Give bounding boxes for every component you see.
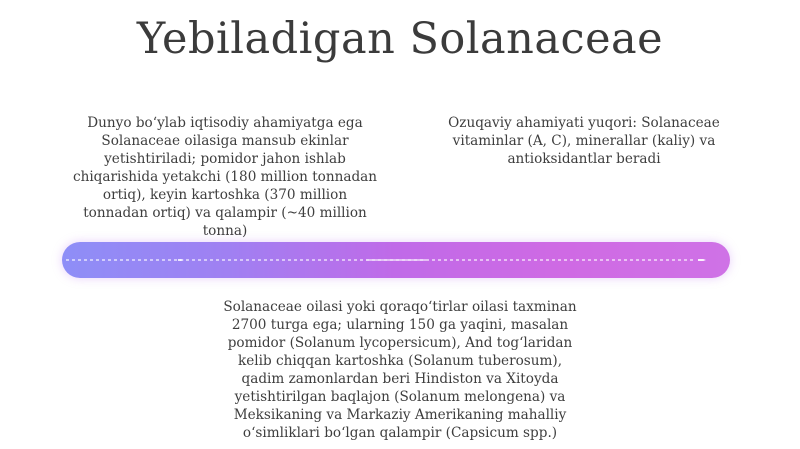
solanaceae-family-text: Solanaceae oilasi yoki qoraqo‘tirlar oilasi taxminan 2700 turga ega; ularning 150 ga yaqini, masalan pomidor (Solanum lycopersicum), And tog‘laridan kelib chiqqan kartoshka (Solanum tuberosum), qadim zamonlardan beri Hindiston va Xitoyda yetishtirilgan baqlajon (Solanum melongena) va Meksikaning va Markaziy Amerikaning mahalliy o‘simliklari bo‘lgan qalampir (Capsicum spp.) <box>223 299 577 441</box>
timeline-bar <box>62 242 730 278</box>
nutritional-value-text: Ozuqaviy ahamiyati yuqori: Solanaceae vitaminlar (A, C), minerallar (kaliy) va antioksidantlar beradi <box>448 115 720 167</box>
economic-importance-text: Dunyo bo‘ylab iqtisodiy ahamiyatga ega Solanaceae oilasiga mansub ekinlar yetishtiriladi; pomidor jahon ishlab chiqarishida yetakchi (180 million tonnadan ortiq), keyin kartoshka (370 million tonnadan ortiq) va qalampir (~40 million tonna) <box>72 115 378 239</box>
slide-title: Yebiladigan Solanaceae <box>136 14 664 64</box>
